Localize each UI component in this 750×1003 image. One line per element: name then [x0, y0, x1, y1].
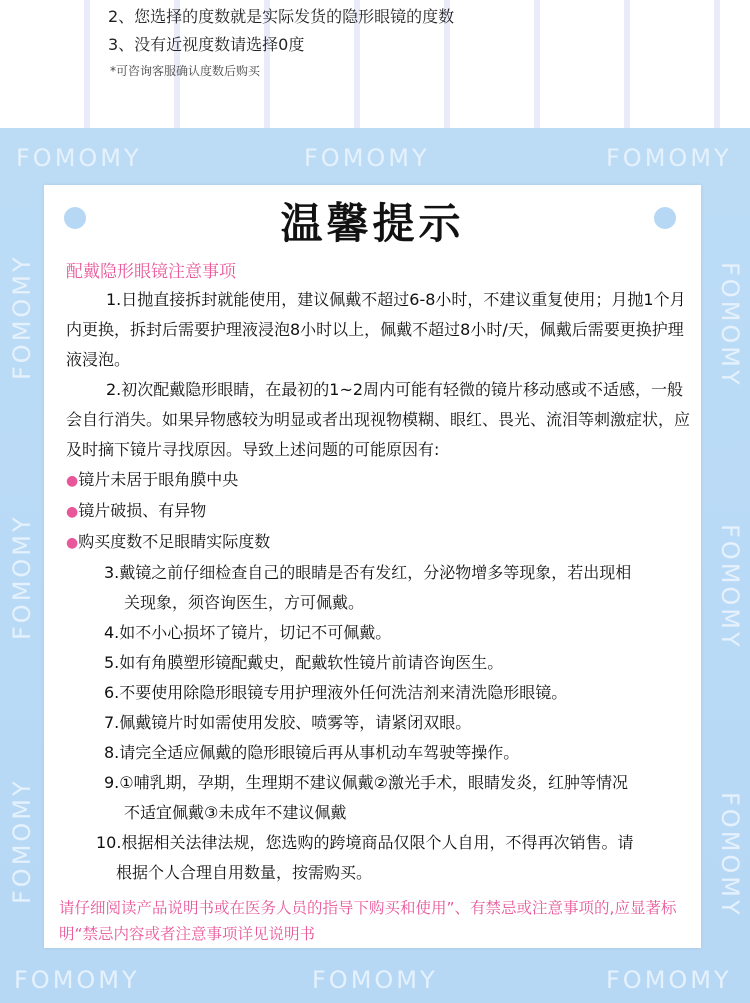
card-subtitle: 配戴隐形眼镜注意事项 — [66, 262, 236, 282]
watermark: FOMOMY — [16, 144, 142, 172]
list-item-9: 9.①哺乳期，孕期，生理期不建议佩戴②激光手术，眼睛发炎，红肿等情况 不适宜佩戴③未成年不建议佩戴 — [104, 773, 628, 822]
bullet-item — [66, 527, 691, 558]
list-item-3: 3.戴镜之前仔细检查自己的眼睛是否有发红，分泌物增多等现象，若出现相 关现象，须咨询医生，方可佩戴。 — [104, 563, 632, 612]
bullet-dot-icon: ● — [66, 535, 79, 551]
watermark: FOMOMY — [606, 966, 732, 994]
watermark: FOMOMY — [8, 254, 36, 380]
list-item-4: 4.如不小心损坏了镜片，切记不可佩戴。 — [104, 623, 392, 642]
watermark: FOMOMY — [716, 524, 744, 650]
paragraph-1: 1.日抛直接拆封就能使用，建议佩戴不超过6-8小时，不建议重复使用；月抛1个月内更换，拆封后需要护理液浸泡8小时以上，佩戴不超过8小时/天，佩戴后需要更换护理液浸泡。 — [66, 290, 686, 369]
bullet-item — [66, 496, 691, 527]
list-item-5: 5.如有角膜塑形镜配戴史，配戴软性镜片前请咨询医生。 — [104, 653, 504, 672]
card-body — [66, 285, 691, 888]
watermark: FOMOMY — [14, 966, 140, 994]
list-item-6: 6.不要使用除隐形眼镜专用护理液外任何洗洁剂来清洗隐形眼镜。 — [104, 683, 568, 702]
notice-card — [44, 185, 701, 948]
bullet-dot-icon: ● — [66, 504, 79, 520]
list-item-10: 10.根据相关法律法规，您选购的跨境商品仅限个人自用，不得再次销售。请 根据个人合理自用数量，按需购买。 — [96, 833, 634, 882]
bullet-dot-icon: ● — [66, 473, 79, 489]
bullet-text: 购买度数不足眼睛实际度数 — [78, 532, 271, 551]
footer-warning: 请仔细阅读产品说明书或在医务人员的指导下购买和使用”、有禁忌或注意事项的,应显著标明“禁忌内容或者注意事项详见说明书 — [59, 899, 677, 943]
card-title: 温馨提示 — [280, 199, 465, 248]
watermark: FOMOMY — [312, 966, 438, 994]
bullet-text: 镜片破损、有异物 — [78, 501, 207, 520]
watermark: FOMOMY — [606, 144, 732, 172]
watermark: FOMOMY — [8, 514, 36, 640]
watermark: FOMOMY — [716, 792, 744, 918]
watermark: FOMOMY — [716, 262, 744, 388]
top-notes-area — [0, 0, 750, 128]
watermark: FOMOMY — [8, 778, 36, 904]
watermark: FOMOMY — [304, 144, 430, 172]
list-item-8: 8.请完全适应佩戴的隐形眼镜后再从事机动车驾驶等操作。 — [104, 743, 520, 762]
bullet-text: 镜片未居于眼角膜中央 — [78, 470, 239, 489]
note-small: *可咨询客服确认度数后购买 — [110, 64, 261, 78]
bullet-item — [66, 465, 691, 496]
list-item-7: 7.佩戴镜片时如需使用发胶、喷雾等，请紧闭双眼。 — [104, 713, 472, 732]
note-line-3: 3、没有近视度数请选择0度 — [108, 35, 305, 54]
paragraph-2: 2.初次配戴隐形眼睛，在最初的1~2周内可能有轻微的镜片移动感或不适感，一般会自行消失。如果异物感较为明显或者出现视物模糊、眼红、畏光、流泪等刺激症状，应及时摘下镜片寻找原因。导致上述问题的可能原因有: — [66, 380, 691, 459]
note-line-2: 2、您选择的度数就是实际发货的隐形眼镜的度数 — [108, 7, 455, 26]
